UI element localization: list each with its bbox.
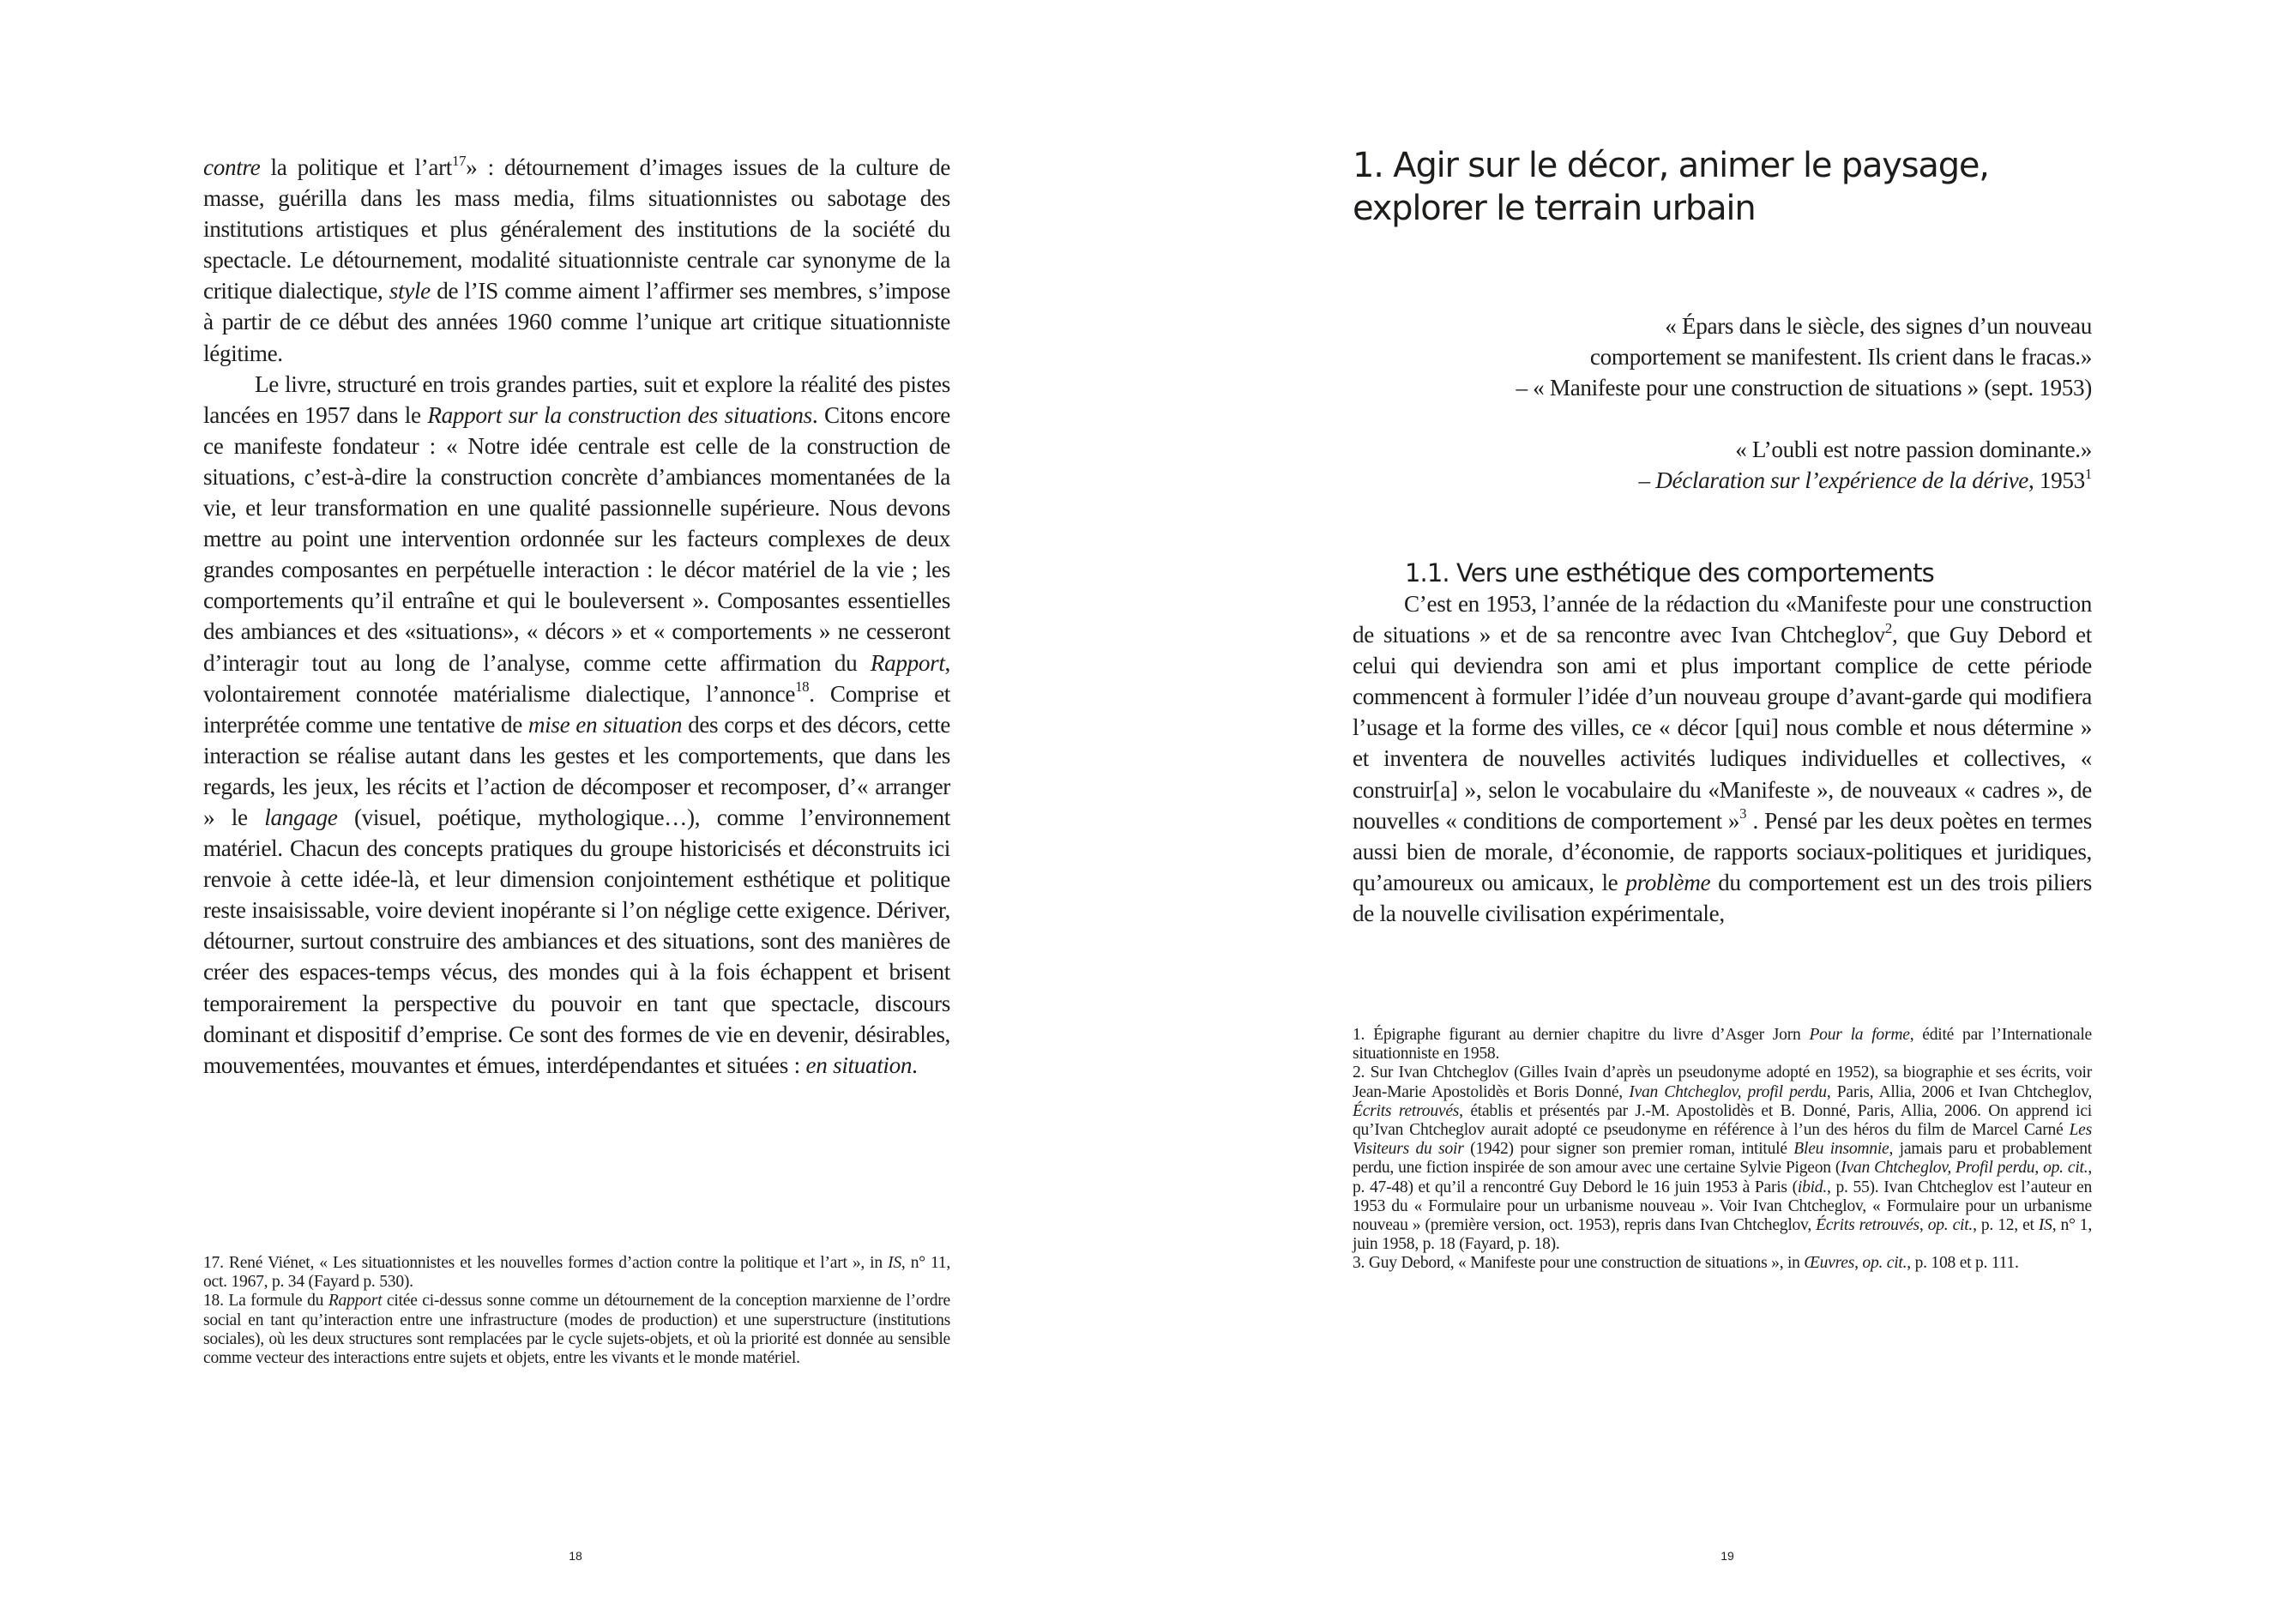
text: , volontairement connotée matérialisme dialectique, l’annonce <box>203 649 950 707</box>
footnote-17 <box>203 1254 950 1292</box>
text: 3. Guy Debord, « Manifeste pour une construction de situations », in <box>1353 1254 1805 1273</box>
italic-text: op. cit. <box>2043 1159 2088 1178</box>
italic-text: langage <box>264 804 338 830</box>
footnote-3 <box>1353 1254 2092 1273</box>
section-title: 1.1. Vers une esthétique des comportements <box>1405 558 1934 588</box>
italic-text: op. cit. <box>1927 1216 1974 1235</box>
epigraph-line: comportement se manifestent. Ils crient dans le fracas.» <box>1589 344 2092 371</box>
text: 2. Sur Ivan Chtcheglov (Gilles Ivain d’après un pseudonyme adopté en 1952), sa biographie et ses écrits, voir Jean-Marie Apostolidès et Boris Donné, <box>1353 1064 2092 1101</box>
italic-text: Bleu insomnie <box>1793 1140 1889 1159</box>
text: , p. 12, et <box>1973 1216 2039 1235</box>
text: . Citons encore ce manifeste fondateur : « Notre idée centrale est celle de la construction de situations, c’est-à-dire la construction concrète d’ambiances momentanées de la vie, et leur transformation en une qualité passionnelle supérieure. Nous devons mettre au point une intervention ordonnée sur les facteurs complexes de deux grandes composantes en perpétuelle interaction : le décor matériel de la vie ; les comportements qu’il entraîne et qui le bouleversent ». Composantes essentielles des ambiances et des «situations», « décors » et « comportements » ne cesseront d’interagir tout au long de l’analyse, comme cette affirmation du <box>203 401 950 676</box>
epigraph-1 <box>1353 310 2092 403</box>
epigraphs <box>1353 310 2092 527</box>
epigraph-attribution: – « Manifeste pour une construction de situations » (sept. 1953) <box>1516 375 2092 401</box>
page-number: 18 <box>569 1549 582 1563</box>
text: , p. 47-48) et qu’il a rencontré Guy Debord le 16 juin 1953 à Paris ( <box>1353 1159 2093 1196</box>
epigraph-attribution <box>1353 465 2092 496</box>
right-footnotes <box>1353 1026 2092 1274</box>
italic-text: Écrits retrouvés <box>1816 1216 1919 1235</box>
italic-text: IS <box>2038 1216 2052 1235</box>
text: , jamais paru et probablement perdu, une fiction inspirée de son amour avec une certaine Sylvie Pigeon ( <box>1353 1140 2092 1178</box>
text: du comportement est un des trois piliers de la nouvelle civilisation expérimentale, <box>1353 869 2092 926</box>
epigraph-line: « L’oubli est notre passion dominante.» <box>1735 437 2092 463</box>
italic-text: op. cit. <box>1862 1254 1907 1273</box>
italic-text: Déclaration sur l’expérience de la dérive <box>1655 467 2029 494</box>
italic-text: Pour la forme <box>1809 1026 1910 1044</box>
italic-text: Rapport <box>870 649 945 676</box>
text: la politique et l’art <box>260 154 452 180</box>
text: , n° 11, oct. 1967, p. 34 (Fayard p. 530). <box>203 1254 951 1292</box>
paragraph <box>1353 588 2092 929</box>
text: , édité par l’Internationale situationniste en 1958. <box>1353 1026 2092 1064</box>
footnote-ref-17[interactable]: 17 <box>452 152 467 169</box>
italic-text: IS <box>888 1254 901 1272</box>
text: , n° 1, juin 1958, p. 18 (Fayard, p. 18). <box>1353 1216 2092 1254</box>
footnote-1 <box>1353 1026 2092 1064</box>
footnote-ref-18[interactable]: 18 <box>795 678 810 696</box>
footnote-ref-1[interactable]: 1 <box>2084 465 2092 482</box>
text: , que Guy Debord et celui qui deviendra son ami et plus important complice de cette période commencent à formuler l’idée d’un nouveau groupe d’avant-garde qui modifiera l’usage et la forme des villes, ce « décor [qui] nous comble et nous détermine » et inventera de nouvelles activités ludiques individuelles et collectives, « construir[a] », selon le vocabulaire du «Manifeste », de nouveaux « cadres », de nouvelles « conditions de comportement » <box>1353 622 2092 834</box>
text: , Paris, Allia, 2006 et Ivan Chtcheglov, <box>1826 1082 2092 1101</box>
right-body-text <box>1353 588 2092 929</box>
epigraph-line: « Épars dans le siècle, des signes d’un nouveau <box>1665 313 2092 339</box>
left-body-text <box>203 152 950 1081</box>
text: (visuel, poétique, mythologique…), comme l’environnement matériel. Chacun des concepts pratiques du groupe historicisés et déconstruits ici renvoie à cette idée-là, et leur dimension conjointement esthétique et politique reste insaisissable, voire devient inopérante si l’on néglige cette exigence. Dériver, détourner, surtout construire des ambiances et des situations, sont des manières de créer des espaces-temps vécus, des mondes qui à la fois échappent et brisent temporairement la perspective du pouvoir en tant que spectacle, discours dominant et dispositif d’emprise. Ce sont des formes de vie en devenir, désirables, mouvementées, mouvantes et émues, interdépendantes et situées : <box>203 804 950 1078</box>
text: . <box>912 1052 918 1078</box>
text: , 1953 <box>2028 467 2085 494</box>
chapter-title-line: explorer le terrain urbain <box>1353 189 1756 228</box>
left-footnotes <box>203 1254 950 1368</box>
text: , <box>1919 1216 1928 1235</box>
footnote-ref-3[interactable]: 3 <box>1739 805 1747 823</box>
italic-text: style <box>389 278 431 304</box>
paragraph <box>203 152 950 369</box>
text: C’est en 1953, l’année de la rédaction du «Manifeste pour une construction de situations » et de sa rencontre avec Ivan Chtcheglov <box>1353 591 2092 648</box>
italic-text: Œuvres <box>1804 1254 1855 1273</box>
paragraph <box>203 369 950 1081</box>
italic-text: problème <box>1625 869 1711 895</box>
text: , p. 108 et p. 111. <box>1907 1254 2019 1273</box>
text: , p. 55). Ivan Chtcheglov est l’auteur en 1953 du « Formulaire pour un urbanisme nouveau ». Voir Ivan Chtcheglov, « Formulaire pour un urbanisme nouveau » (première version, oct. 1953), repris dans Ivan Chtcheglov, <box>1353 1178 2092 1235</box>
text: . Pensé par les deux poètes en termes aussi bien de morale, d’économie, de rapports sociaux-politiques et juridiques, qu’amoureux ou amicaux, le <box>1353 807 2092 895</box>
footnote-18 <box>203 1292 950 1368</box>
italic-text: Les Visiteurs du soir <box>1353 1121 2092 1159</box>
italic-text: mise en situation <box>527 711 683 738</box>
italic-text: Rapport sur la construction des situations <box>427 401 812 428</box>
footnote-ref-2[interactable]: 2 <box>1884 619 1892 636</box>
chapter-title <box>1353 144 2090 230</box>
text: de l’IS comme aiment l’affirmer ses membres, s’impose à partir de ce début des années 1960 comme l’unique art critique situationniste légitime. <box>203 278 950 366</box>
text: . Comprise et interprétée comme une tentative de <box>203 680 950 738</box>
right-page <box>1148 0 2296 1621</box>
text: 18. La formule du <box>203 1292 328 1311</box>
italic-text: contre <box>203 154 261 180</box>
text: citée ci-dessus sonne comme un détournement de la conception marxienne de l’ordre social en tant qu’interaction entre une infrastructure (modes de production) et une superstructure (institutions sociales), où les deux structures sont remplacées par le cycle sujets-objets, et où la priorité est donnée au sensible comme vecteur des interactions entre sujets et objets, entre les vivants et le monde matériel. <box>203 1292 950 1368</box>
chapter-title-line: 1. Agir sur le décor, animer le paysage, <box>1353 146 1989 185</box>
italic-text: Rapport <box>328 1292 383 1311</box>
text: (1942) pour signer son premier roman, intitulé <box>1463 1140 1794 1159</box>
text: des corps et des décors, cette interaction se réalise autant dans les gestes et les comportements, que dans les regards, les jeux, les récits et l’action de décomposer et recomposer, d’« arranger » le <box>203 711 950 830</box>
page-number: 19 <box>1720 1549 1734 1563</box>
italic-text: en situation <box>805 1052 913 1078</box>
italic-text: ibid. <box>1797 1178 1828 1196</box>
text: – <box>1638 467 1656 494</box>
italic-text: Ivan Chtcheglov, profil perdu <box>1629 1082 1827 1101</box>
text: , <box>1854 1254 1863 1273</box>
text: , établis et présentés par J.-M. Apostolidès et B. Donné, Paris, Allia, 2006. On apprend ici qu’Ivan Chtcheglov aurait adopté ce pseudonyme en référence à l’un des héros du film de Marcel Carné <box>1353 1101 2092 1140</box>
footnote-2 <box>1353 1064 2092 1254</box>
epigraph-2 <box>1353 434 2092 496</box>
text: Le livre, structuré en trois grandes parties, suit et explore la réalité des pistes lancées en 1957 dans le <box>203 371 950 428</box>
italic-text: Écrits retrouvés <box>1353 1101 1460 1120</box>
italic-text: Ivan Chtcheglov, Profil perdu <box>1841 1159 2035 1178</box>
text: » : détournement d’images issues de la culture de masse, guérilla dans les mass media, films situationnistes ou sabotage des institutions artistiques et plus généralement des institutions de la société du spectacle. Le détournement, modalité situationniste centrale car synonyme de la critique dialectique, <box>203 154 950 304</box>
text: 17. René Viénet, « Les situationnistes et les nouvelles formes d’action contre la politique et l’art », in <box>203 1254 889 1272</box>
text: 1. Épigraphe figurant au dernier chapitre du livre d’Asger Jorn <box>1353 1026 1810 1044</box>
text: , <box>2034 1159 2044 1178</box>
